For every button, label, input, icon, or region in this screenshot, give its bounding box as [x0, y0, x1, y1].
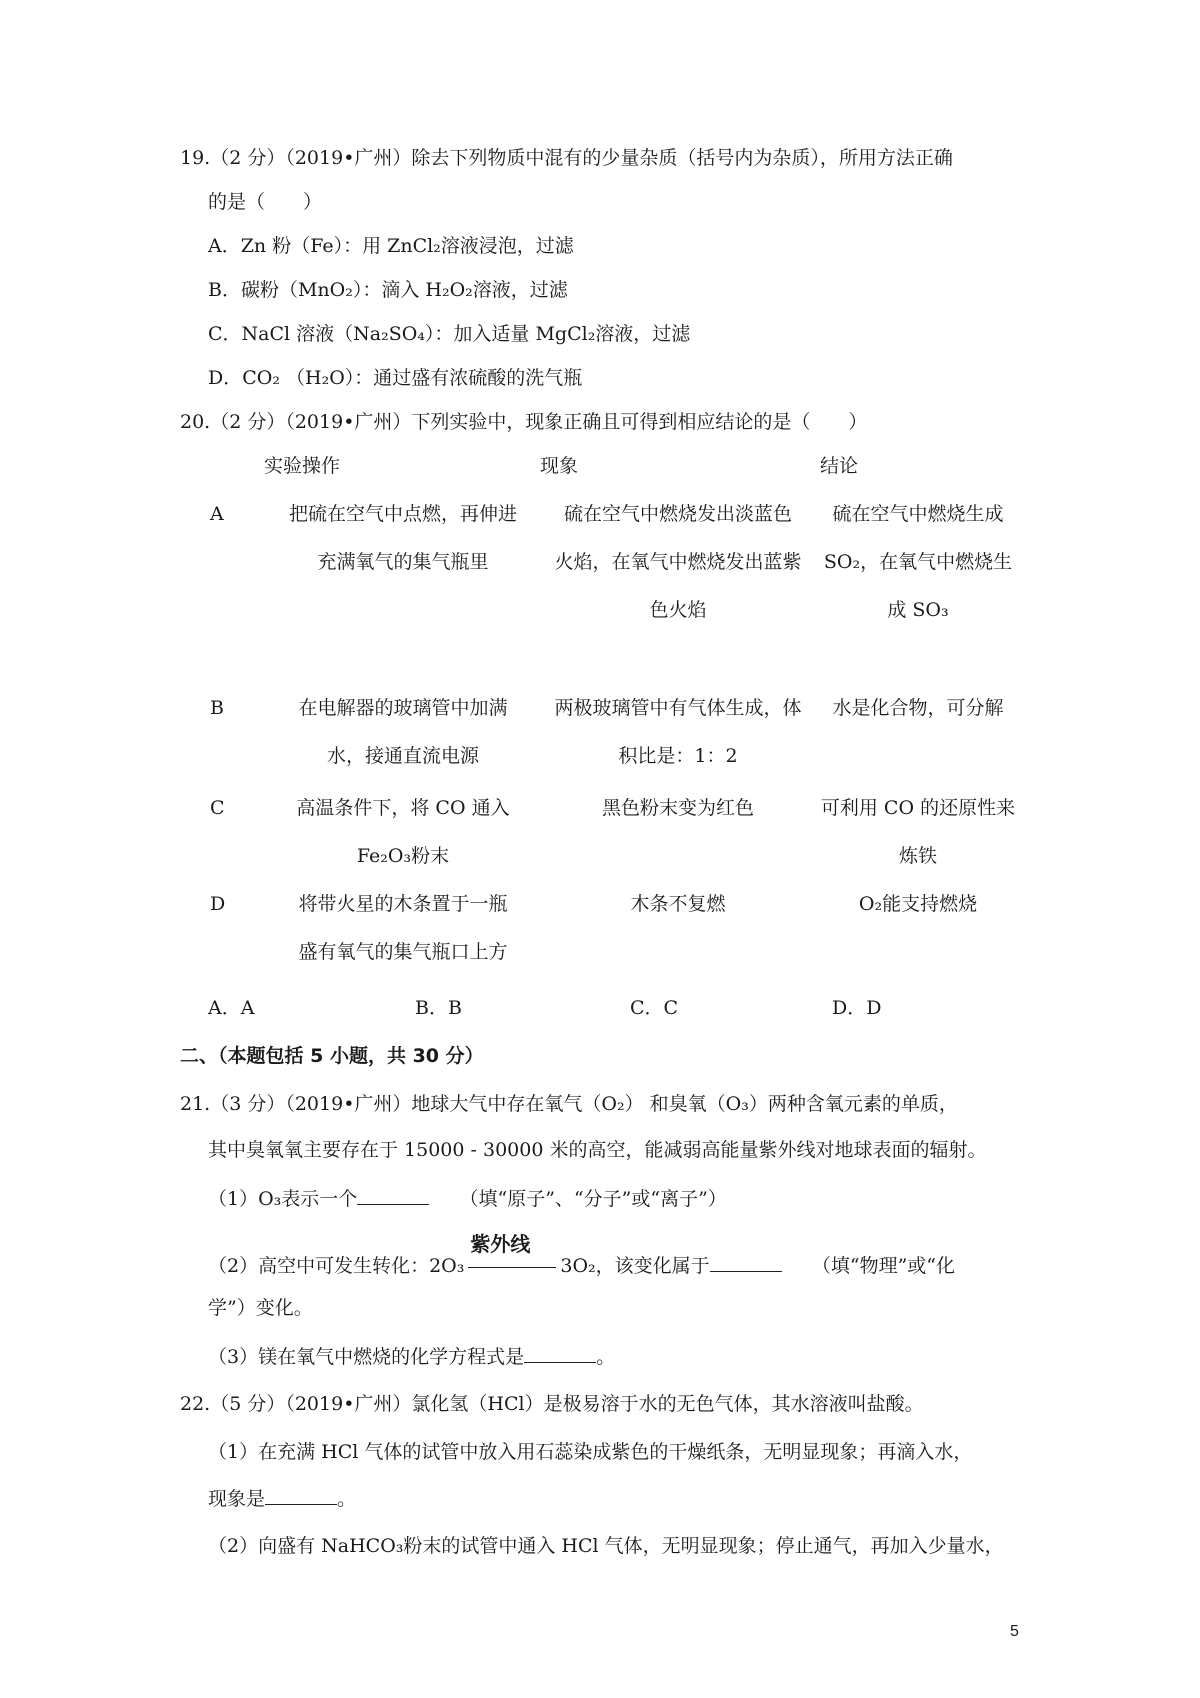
q22-part2-line1: （2）向盛有 NaHCO₃粉末的试管中通入 HCl 气体，无明显现象；停止通气，再加入少量水，	[208, 1535, 1004, 1557]
q21-stem-line2: 其中臭氧氧主要存在于 15000 - 30000 米的高空，能减弱高能量紫外线对地球表面的辐射。	[208, 1139, 987, 1161]
answer-blank	[357, 1186, 429, 1205]
row-c-label: C	[210, 797, 225, 819]
row-a-operation: 把硫在空气中点燃，再伸进 充满氧气的集气瓶里	[288, 503, 517, 573]
q20-answer-c: C．C	[630, 997, 679, 1019]
q20-answer-b: B．B	[415, 997, 462, 1019]
answer-blank	[524, 1344, 596, 1363]
row-c-phenomenon: 黑色粉末变为红色	[601, 797, 754, 819]
row-c-conclusion: 可利用 CO 的还原性来 炼铁	[820, 797, 1016, 867]
q19-stem-line2: 的是（ ）	[208, 191, 323, 213]
q20-answer-d: D．D	[832, 997, 882, 1019]
q21-part2: （2）高空中可发生转化：2O₃ 紫外线 3O₂，该变化属于 （填“物理”或“化	[208, 1232, 956, 1277]
q22-stem: 22.（5 分）（2019•广州）氯化氢（HCl）是极易溶于水的无色气体，其水溶液叫盐酸。	[180, 1393, 924, 1415]
table-header-operation: 实验操作	[264, 455, 341, 477]
q21-stem-line1: 21.（3 分）（2019•广州）地球大气中存在氧气（O₂） 和臭氧（O₃）两种含氧元素的单质，	[180, 1093, 958, 1115]
row-c-operation: 高温条件下，将 CO 通入 Fe₂O₃粉末	[296, 797, 510, 867]
q21-part3: （3）镁在氧气中燃烧的化学方程式是 。	[208, 1346, 616, 1368]
q21-part2-cont: 学”）变化。	[208, 1297, 313, 1319]
table-header-phenomenon: 现象	[540, 455, 579, 477]
row-b-conclusion: 水是化合物，可分解	[832, 697, 1004, 719]
q20-stem: 20.（2 分）（2019•广州）下列实验中，现象正确且可得到相应结论的是（ ）	[180, 411, 868, 433]
q22-part1-line2: 现象是 。	[208, 1488, 357, 1510]
page-number: 5	[1010, 1623, 1019, 1640]
q19-option-c: C．NaCl 溶液（Na₂SO₄）：加入适量 MgCl₂溶液，过滤	[208, 323, 691, 345]
uv-reaction-arrow: 紫外线	[464, 1248, 560, 1272]
row-b-label: B	[210, 697, 224, 719]
q19-option-d: D．CO₂ （H₂O）：通过盛有浓硫酸的洗气瓶	[208, 367, 583, 389]
q19-option-a: A．Zn 粉（Fe）：用 ZnCl₂溶液浸泡，过滤	[208, 235, 574, 257]
table-header-conclusion: 结论	[820, 455, 859, 477]
q19-stem-line1: 19.（2 分）（2019•广州）除去下列物质中混有的少量杂质（括号内为杂质），所用方法正确	[180, 147, 953, 169]
row-d-conclusion: O₂能支持燃烧	[858, 893, 978, 915]
q21-part1: （1）O₃表示一个 （填“原子”、“分子”或“离子”）	[208, 1188, 727, 1210]
row-a-label: A	[210, 503, 224, 525]
row-a-conclusion: 硫在空气中燃烧生成 SO₂，在氧气中燃烧生 成 SO₃	[823, 503, 1013, 621]
q19-option-b: B．碳粉（MnO₂）：滴入 H₂O₂溶液，过滤	[208, 279, 568, 301]
answer-blank	[710, 1253, 782, 1272]
row-d-phenomenon: 木条不复燃	[630, 893, 726, 915]
row-b-phenomenon: 两极玻璃管中有气体生成，体 积比是：1：2	[554, 697, 802, 767]
section-title: 二、（本题包括 5 小题，共 30 分）	[180, 1045, 484, 1067]
row-a-phenomenon: 硫在空气中燃烧发出淡蓝色 火焰，在氧气中燃烧发出蓝紫 色火焰	[554, 503, 802, 621]
q22-part1-line1: （1）在充满 HCl 气体的试管中放入用石蕊染成紫色的干燥纸条，无明显现象；再滴入水，	[208, 1441, 973, 1463]
row-d-operation: 将带火星的木条置于一瓶 盛有氧气的集气瓶口上方	[298, 893, 508, 963]
q20-answer-a: A．A	[208, 997, 255, 1019]
row-d-label: D	[210, 893, 226, 915]
row-b-operation: 在电解器的玻璃管中加满 水，接通直流电源	[298, 697, 508, 767]
answer-blank	[265, 1486, 337, 1505]
